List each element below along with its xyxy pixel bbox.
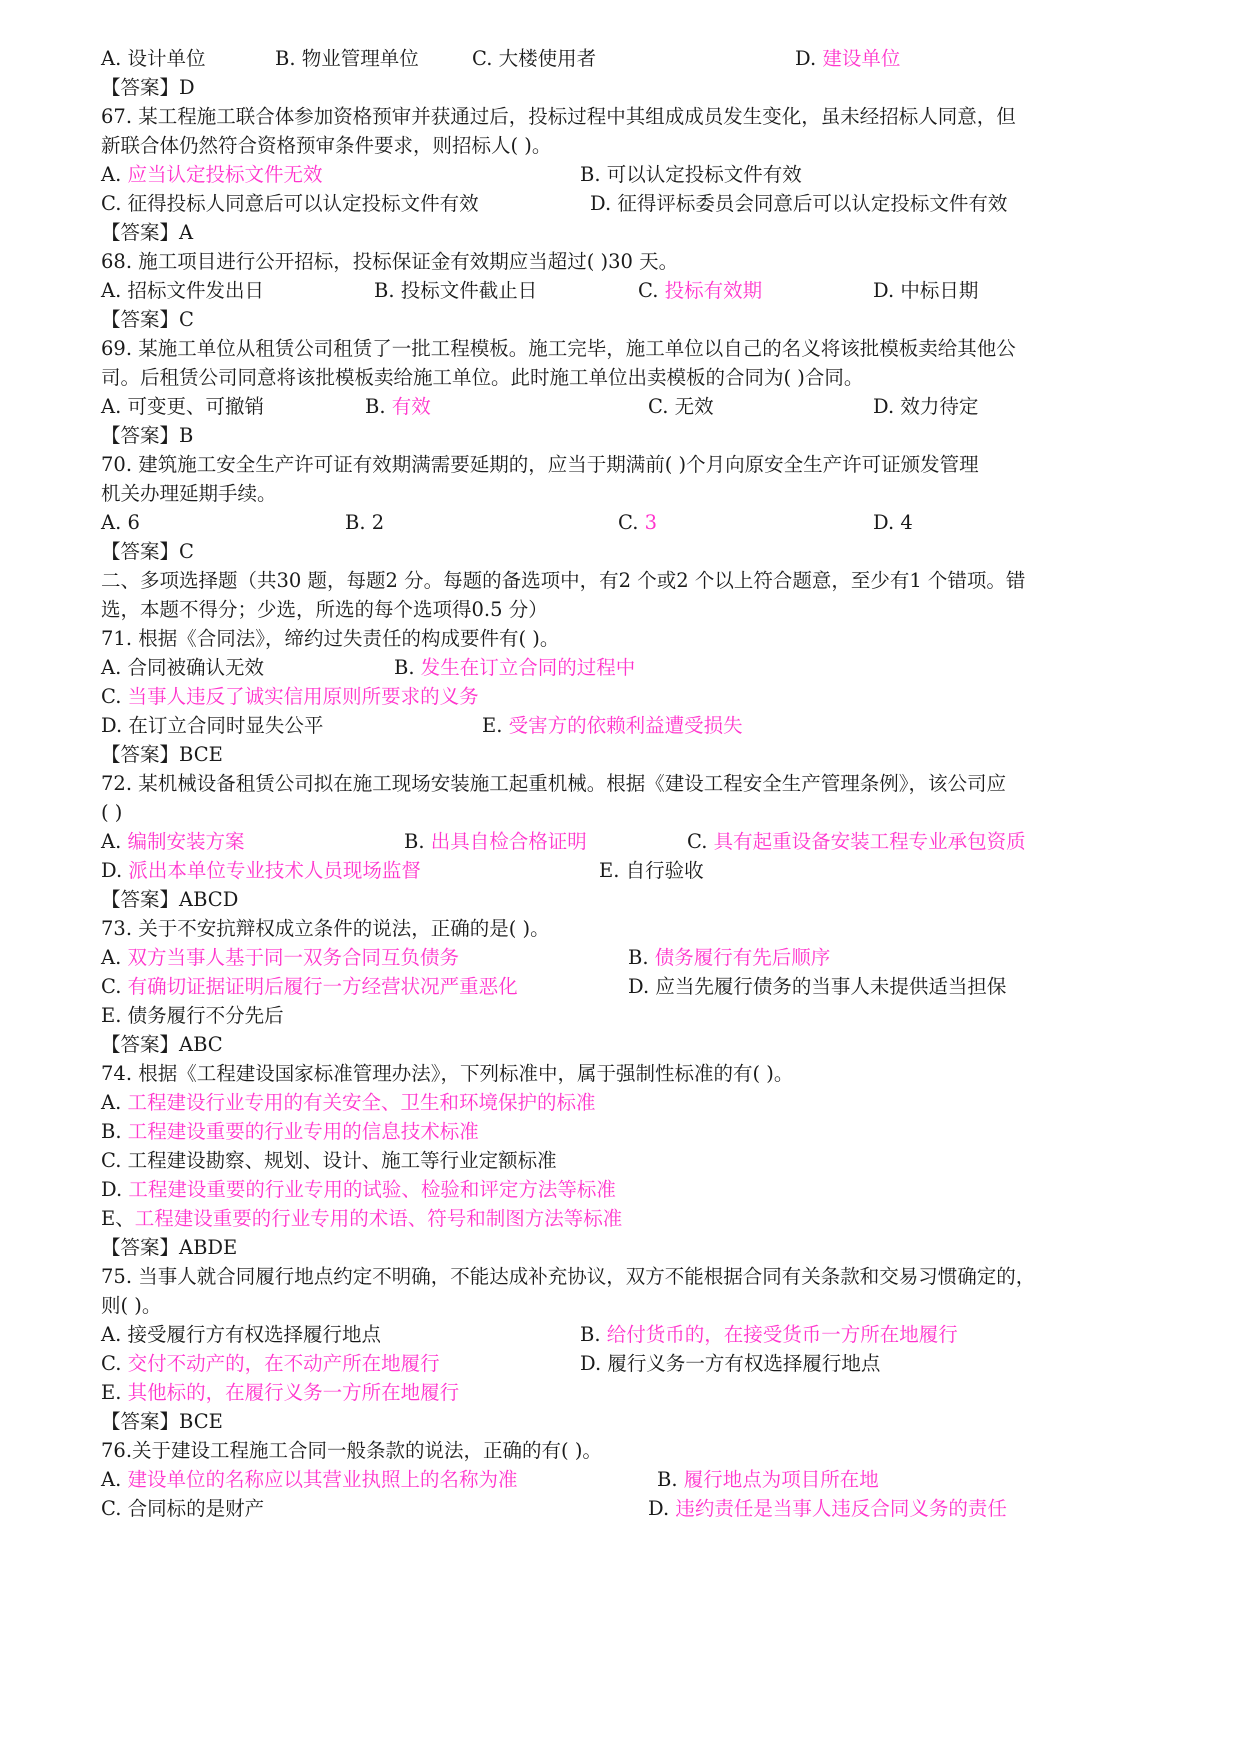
q71-answer: 【答案】BCE: [101, 743, 223, 766]
q66-option-d: D. 建设单位: [795, 47, 901, 70]
q67-options-ab: [0, 160, 1241, 190]
q68-answer: 【答案】C: [101, 308, 194, 331]
q75-option-e: E. 其他标的，在履行义务一方所在地履行: [101, 1381, 460, 1404]
q74-option-a: A. 工程建设行业专用的有关安全、卫生和环境保护的标准: [101, 1091, 596, 1114]
q68-option-a: A. 招标文件发出日: [101, 279, 264, 302]
q72-options-de: [0, 856, 1241, 886]
q67-stem-line2: 新联合体仍然符合资格预审条件要求，则招标人( )。: [101, 134, 552, 157]
q75-option-c: C. 交付不动产的，在不动产所在地履行: [101, 1352, 440, 1375]
q73-stem: 73. 关于不安抗辩权成立条件的说法，正确的是( )。: [101, 917, 550, 940]
q67-options-cd: [0, 189, 1241, 219]
q67-stem-line1: 67. 某工程施工联合体参加资格预审并获通过后，投标过程中其组成成员发生变化，虽未经招标人同意，但: [101, 105, 1016, 128]
q66-options: [0, 44, 1241, 74]
q76-options-ab: [0, 1465, 1241, 1495]
q75-option-d: D. 履行义务一方有权选择履行地点: [580, 1352, 881, 1375]
q75-options-ab: [0, 1320, 1241, 1350]
q69-option-a: A. 可变更、可撤销: [101, 395, 264, 418]
q73-option-a: A. 双方当事人基于同一双务合同互负债务: [101, 946, 459, 969]
q69-option-d: D. 效力待定: [873, 395, 979, 418]
q71-options-de: [0, 711, 1241, 741]
q70-stem-line2: 机关办理延期手续。: [101, 482, 277, 505]
q70-option-b: B. 2: [345, 511, 385, 534]
q75-stem-line1: 75. 当事人就合同履行地点约定不明确，不能达成补充协议，双方不能根据合同有关条款和交易习惯确定的，: [101, 1265, 1036, 1288]
q76-stem: 76.关于建设工程施工合同一般条款的说法，正确的有( )。: [101, 1439, 602, 1462]
q73-option-e: E. 债务履行不分先后: [101, 1004, 284, 1027]
q73-options-cd: [0, 972, 1241, 1002]
q76-option-c: C. 合同标的是财产: [101, 1497, 265, 1520]
q74-option-c: C. 工程建设勘察、规划、设计、施工等行业定额标准: [101, 1149, 557, 1172]
q76-option-b: B. 履行地点为项目所在地: [657, 1468, 879, 1491]
q72-stem-line2: ( ): [101, 801, 123, 824]
q69-option-c: C. 无效: [648, 395, 714, 418]
q66-answer: 【答案】D: [101, 76, 195, 99]
q74-option-e: E、工程建设重要的行业专用的术语、符号和制图方法等标准: [101, 1207, 623, 1230]
q69-stem-line2: 司。后租赁公司同意将该批模板卖给施工单位。此时施工单位出卖模板的合同为( )合同。: [101, 366, 864, 389]
q71-stem: 71. 根据《合同法》，缔约过失责任的构成要件有( )。: [101, 627, 560, 650]
q75-options-cd: [0, 1349, 1241, 1379]
q72-stem-line1: 72. 某机械设备租赁公司拟在施工现场安装施工起重机械。根据《建设工程安全生产管理条例》，该公司应: [101, 772, 1006, 795]
q72-option-d: D. 派出本单位专业技术人员现场监督: [101, 859, 421, 882]
q76-option-d: D. 违约责任是当事人违反合同义务的责任: [648, 1497, 1007, 1520]
q71-option-d: D. 在订立合同时显失公平: [101, 714, 324, 737]
q66-option-c: C. 大楼使用者: [472, 47, 597, 70]
q68-stem: 68. 施工项目进行公开招标，投标保证金有效期应当超过( )30 天。: [101, 250, 679, 273]
q75-stem-line2: 则( )。: [101, 1294, 162, 1317]
q75-option-b: B. 给付货币的，在接受货币一方所在地履行: [580, 1323, 958, 1346]
q73-answer: 【答案】ABC: [101, 1033, 223, 1056]
q73-option-d: D. 应当先履行债务的当事人未提供适当担保: [628, 975, 1007, 998]
q67-option-d: D. 征得评标委员会同意后可以认定投标文件有效: [590, 192, 1008, 215]
q72-answer: 【答案】ABCD: [101, 888, 239, 911]
q66-option-a: A. 设计单位: [101, 47, 206, 70]
q70-answer: 【答案】C: [101, 540, 194, 563]
q67-option-c: C. 征得投标人同意后可以认定投标文件有效: [101, 192, 479, 215]
q67-option-b: B. 可以认定投标文件有效: [580, 163, 802, 186]
q75-answer: 【答案】BCE: [101, 1410, 223, 1433]
q76-options-cd: [0, 1494, 1241, 1524]
q71-options-ab: [0, 653, 1241, 683]
q72-options-abc: [0, 827, 1241, 857]
q68-option-c: C. 投标有效期: [638, 279, 763, 302]
q66-option-b: B. 物业管理单位: [275, 47, 419, 70]
q70-options: [0, 508, 1241, 538]
q74-answer: 【答案】ABDE: [101, 1236, 238, 1259]
q67-option-a: A. 应当认定投标文件无效: [101, 163, 323, 186]
q68-option-b: B. 投标文件截止日: [374, 279, 538, 302]
section2-heading-line1: 二、多项选择题（共30 题，每题2 分。每题的备选项中，有2 个或2 个以上符合题意，至少有1 个错项。错: [101, 569, 1026, 592]
q71-option-c: C. 当事人违反了诚实信用原则所要求的义务: [101, 685, 479, 708]
q74-option-d: D. 工程建设重要的行业专用的试验、检验和评定方法等标准: [101, 1178, 616, 1201]
section2-heading-line2: 选，本题不得分；少选，所选的每个选项得0.5 分）: [101, 598, 548, 621]
q70-option-a: A. 6: [101, 511, 140, 534]
q70-option-d: D. 4: [873, 511, 913, 534]
q69-answer: 【答案】B: [101, 424, 194, 447]
q74-option-b: B. 工程建设重要的行业专用的信息技术标准: [101, 1120, 479, 1143]
q76-option-a: A. 建设单位的名称应以其营业执照上的名称为准: [101, 1468, 518, 1491]
q72-option-e: E. 自行验收: [599, 859, 704, 882]
q69-options: [0, 392, 1241, 422]
q73-option-c: C. 有确切证据证明后履行一方经营状况严重恶化: [101, 975, 518, 998]
q74-stem: 74. 根据《工程建设国家标准管理办法》，下列标准中，属于强制性标准的有( )。: [101, 1062, 794, 1085]
q72-option-b: B. 出具自检合格证明: [404, 830, 587, 853]
q73-option-b: B. 债务履行有先后顺序: [628, 946, 831, 969]
q71-option-a: A. 合同被确认无效: [101, 656, 264, 679]
q69-stem-line1: 69. 某施工单位从租赁公司租赁了一批工程模板。施工完毕，施工单位以自己的名义将该批模板卖给其他公: [101, 337, 1016, 360]
q70-option-c: C. 3: [618, 511, 658, 534]
q72-option-c: C. 具有起重设备安装工程专业承包资质: [687, 830, 1026, 853]
q71-option-e: E. 受害方的依赖利益遭受损失: [482, 714, 743, 737]
q67-answer: 【答案】A: [101, 221, 194, 244]
q71-option-b: B. 发生在订立合同的过程中: [394, 656, 636, 679]
q75-option-a: A. 接受履行方有权选择履行地点: [101, 1323, 381, 1346]
q70-stem-line1: 70. 建筑施工安全生产许可证有效期满需要延期的，应当于期满前( )个月向原安全生产许可证颁发管理: [101, 453, 979, 476]
q73-options-ab: [0, 943, 1241, 973]
q72-option-a: A. 编制安装方案: [101, 830, 245, 853]
q69-option-b: B. 有效: [365, 395, 431, 418]
q68-option-d: D. 中标日期: [873, 279, 979, 302]
q68-options: [0, 276, 1241, 306]
